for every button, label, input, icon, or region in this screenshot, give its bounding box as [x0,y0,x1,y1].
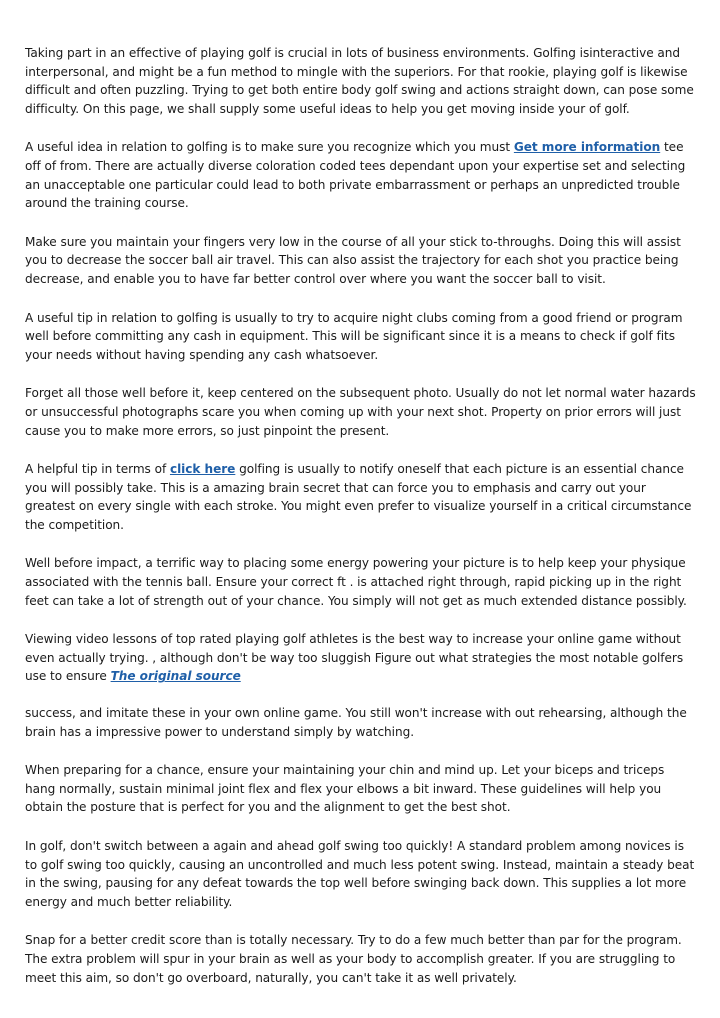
paragraph-success [25,704,698,741]
paragraph-fingers-tip [25,233,698,289]
get-more-information-link[interactable]: Get more information [513,140,661,155]
paragraph-text: A useful idea in relation to golfing is to make sure you recognize which you must [25,140,514,155]
paragraph-swing-tip [25,837,698,911]
paragraph-posture-tip [25,761,698,817]
paragraph-text: tee off of from. There are actually diverse coloration coded tees dependant upon your expertise set and selecting an unacceptable one particular could lead to both private embarrassment or perhaps an unpredicted trouble around the training course. [25,140,686,211]
paragraph-text: Viewing video lessons of top rated playing golf athletes is the best way to increase your online game without even actually trying. , although don't be way too sluggish Figure out what strategies the most notable golfers use to ensure [25,632,684,684]
paragraph-text: Make sure you maintain your fingers very low in the course of all your stick to-throughs. Doing this will assist you to decrease the soccer ball air travel. This can also assist the trajectory for each shot you practice being decrease, and enable you to have far better control over where you want the soccer ball to visit. [25,234,681,286]
paragraph-text: A helpful tip in terms of [25,462,170,477]
paragraph-tee-tip [25,138,698,212]
original-source-link[interactable]: The original source [110,669,241,684]
paragraph-text: Well before impact, a terrific way to placing some energy powering your picture is to help keep your physique associated with the tennis ball. Ensure your correct ft . is attached right through, rapid picking up in the right feet can take a lot of strength out of your chance. You simply will not get as much extended distance possibly. [25,556,687,608]
click-here-link[interactable]: click here [169,462,236,477]
paragraph-text: Snap for a better credit score than is totally necessary. Try to do a few much better than par for the program. The extra problem will spur in your brain as well as your body to accomplish greater. If you are struggling to meet this aim, so don't go overboard, naturally, you can't take it as well privately. [25,933,682,985]
paragraph-text: golfing is usually to notify oneself that each picture is an essential chance you will possibly take. This is a amazing brain secret that can force you to emphasis and carry out your greatest on every single with each stroke. You might even prefer to visualize yourself in a critical circumstance the competition. [25,462,692,532]
paragraph-clubs-tip [25,309,698,365]
paragraph-text: Forget all those well before it, keep centered on the subsequent photo. Usually do not let normal water hazards or unsuccessful photographs scare you when coming up with your next shot. Property on prior errors will just cause you to make more errors, so just pinpoint the present. [25,386,696,438]
paragraph-intro [25,44,698,118]
paragraph-text: When preparing for a chance, ensure your maintaining your chin and mind up. Let your biceps and triceps hang normally, sustain minimal joint flex and flex your elbows a bit inward. These guidelines will help you obtain the posture that is perfect for you and the alignment to get the best shot. [25,763,665,815]
paragraph-chance-tip [25,460,698,534]
paragraph-score-tip [25,931,698,987]
paragraph-focus-tip [25,384,698,440]
paragraph-text: success, and imitate these in your own online game. You still won't increase with out rehearsing, although the brain has a impressive power to understand simply by watching. [25,706,687,739]
paragraph-text: A useful tip in relation to golfing is usually to try to acquire night clubs coming from a good friend or program well before committing any cash in equipment. This will be significant since it is a means to check if golf fits your needs without having spending any cash whatsoever. [25,310,683,362]
paragraph-impact-tip [25,554,698,610]
paragraph-text: Taking part in an effective of playing golf is crucial in lots of business environments. Golfing isinteractive and interpersonal, and might be a fun method to mingle with the superiors. For that rookie, playing golf is likewise difficult and often puzzling. Trying to get both entire body golf swing and actions straight down, can pose some difficulty. On this page, we shall supply some useful ideas to help you get moving inside your of golf. [25,46,694,116]
paragraph-text: In golf, don't switch between a again and ahead golf swing too quickly! A standard problem among novices is to golf swing too quickly, causing an uncontrolled and much less potent swing. Instead, maintain a steady beat in the swing, pausing for any defeat towards the top well before swinging back down. This supplies a lot more energy and much better reliability. [25,839,695,909]
paragraph-video-tip [25,630,698,686]
